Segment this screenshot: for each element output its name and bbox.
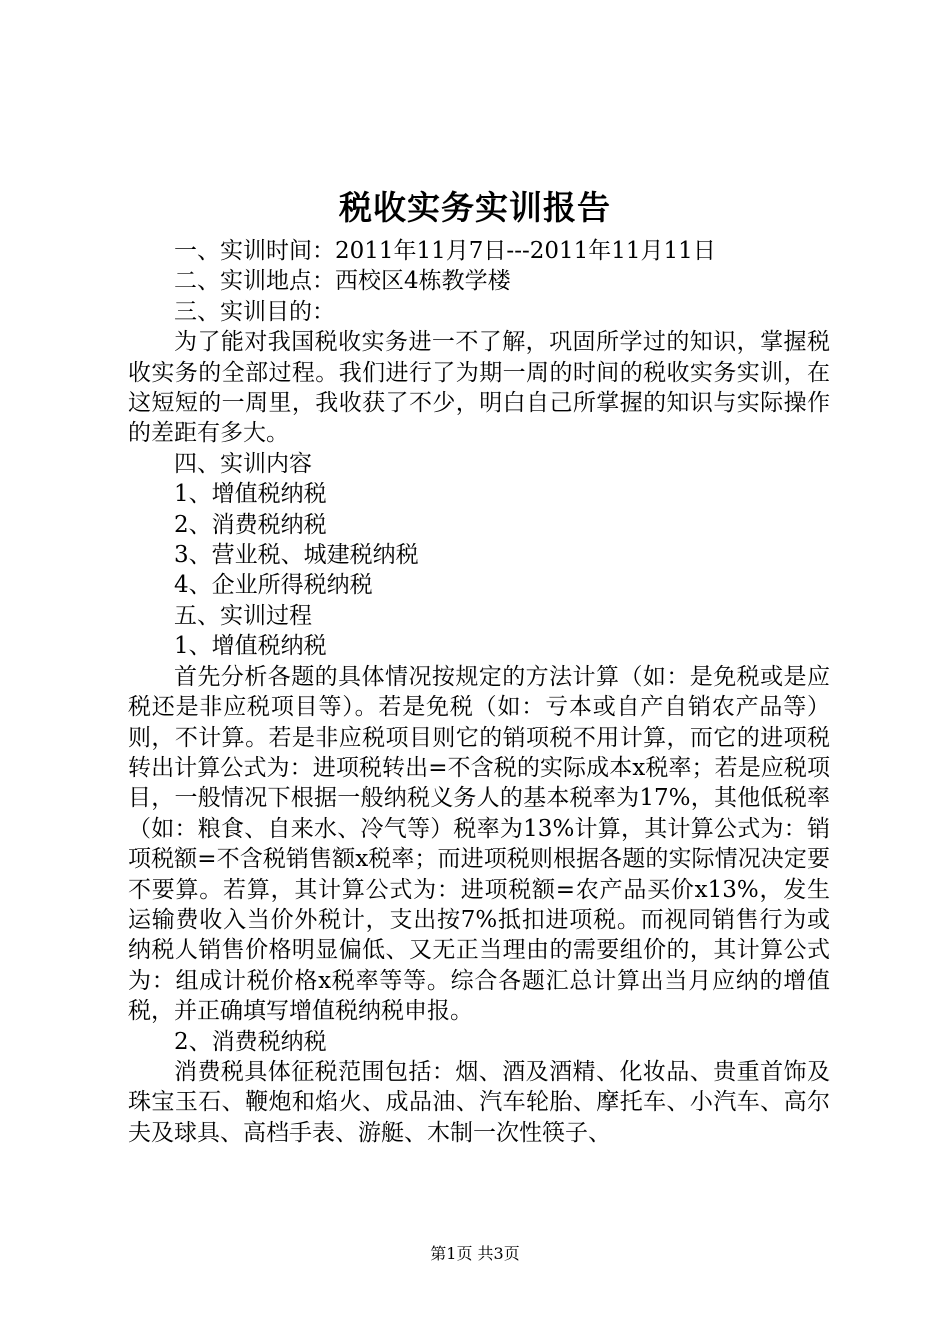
vat-heading: 1、增值税纳税 — [174, 633, 327, 660]
consumption-tax-heading: 2、消费税纳税 — [174, 1028, 327, 1055]
content-heading: 四、实训内容 — [174, 450, 312, 477]
vat-paragraph: 首先分析各题的具体情况按规定的方法计算（如：是免税或是应税还是非应税项目等）。若是免税（如：亏本或自产自销农产品等）则，不计算。若是非应税项目则它的销项税不用计算，而它的进项税转出计算公式为：进项税转出=不含税的实际成本x税率；若是应税项目，一般情况下根据一般纳税义务人的基本税率为17%，其他低税率（如：粮食、自来水、冷气等）税率为13%计算，其计算公式为：销项税额=不含税销售额x税率；而进项税则根据各题的实际情况决定要不要算。若算，其计算公式为：进项税额=农产品买价x13%，发生运输费收入当价外税计，支出按7%抵扣进项税。而视同销售行为或纳税人销售价格明显偏低、又无正当理由的需要组价的，其计算公式为：组成计税价格x税率等等。综合各题汇总计算出当月应纳的增值税，并正确填写增值税纳税申报。 — [128, 663, 830, 1025]
consumption-tax-paragraph: 消费税具体征税范围包括：烟、酒及酒精、化妆品、贵重首饰及珠宝玉石、鞭炮和焰火、成品油、汽车轮胎、摩托车、小汽车、高尔夫及球具、高档手表、游艇、木制一次性筷子、 — [128, 1058, 830, 1146]
content-item-vat: 1、增值税纳税 — [174, 481, 327, 508]
purpose-paragraph: 为了能对我国税收实务进一不了解，巩固所学过的知识，掌握税收实务的全部过程。我们进行了为期一周的时间的税收实务实训，在这短短的一周里，我收获了不少，明白自己所掌握的知识与实际操作的差距有多大。 — [128, 329, 830, 447]
process-heading: 五、实训过程 — [174, 602, 312, 629]
training-time-line: 一、实训时间：2011年11月7日---2011年11月11日 — [174, 238, 716, 264]
content-item-consumption-tax: 2、消费税纳税 — [174, 511, 327, 538]
content-item-income-tax: 4、企业所得税纳税 — [174, 572, 373, 599]
training-purpose-heading: 三、实训目的： — [174, 298, 335, 325]
training-location-line: 二、实训地点：西校区4栋教学楼 — [174, 268, 511, 295]
document-body — [128, 236, 830, 1148]
page-footer: 第1页 共3页 — [430, 1244, 520, 1263]
content-item-business-tax: 3、营业税、城建税纳税 — [174, 542, 419, 569]
document-title: 税收实务实训报告 — [339, 188, 611, 227]
